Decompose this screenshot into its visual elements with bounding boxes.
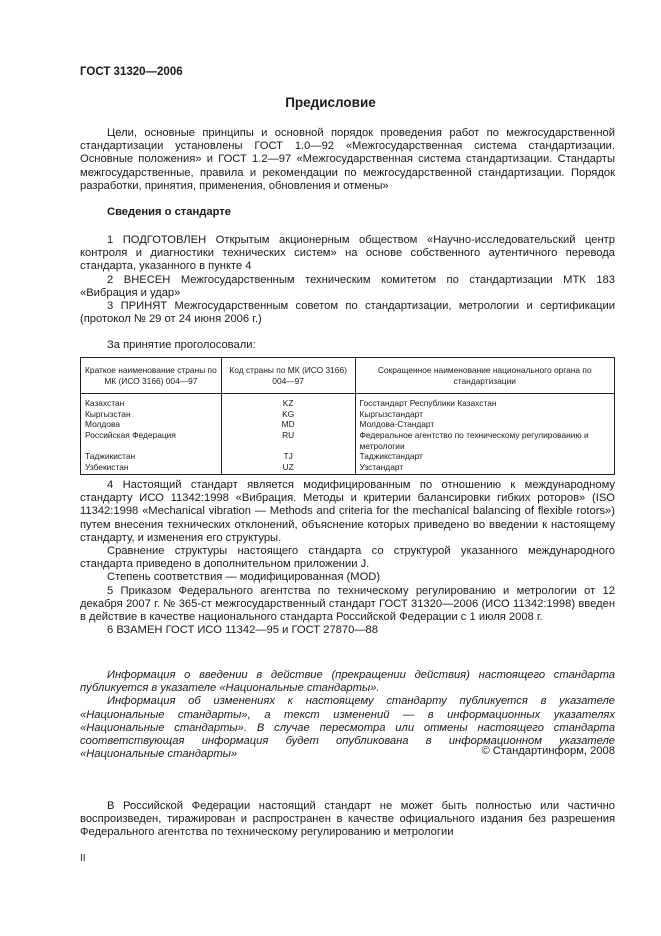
standard-info-list — [80, 234, 615, 326]
country-cell: Казахстан — [81, 394, 222, 409]
code-cell: MD — [221, 419, 355, 430]
country-cell: Кыргызстан — [81, 409, 222, 420]
detail-structure-comparison: Сравнение структуры настоящего стандарта со структурой указанного международного стандарта приведено в дополнительном приложении J. — [80, 545, 615, 571]
country-cell: Таджикистан — [81, 451, 222, 462]
country-cell: Молдова — [81, 419, 222, 430]
body-cell: Федеральное агентство по техническому регулированию и метрологии — [355, 430, 615, 451]
info-item-1: 1 ПОДГОТОВЛЕН Открытым акционерным обществом «Научно-исследовательский центр контроля и диагностики технических систем» на основе собственного аутентичного перевода стандарта, указанного в пункте 4 — [80, 234, 615, 273]
table-row — [81, 430, 615, 451]
body-cell: Кыргызстандарт — [355, 409, 615, 420]
table-row — [81, 394, 615, 409]
detail-item-5: 5 Приказом Федерального агентства по техническому регулированию и метрологии от 12 декабря 2007 г. № 365-ст межгосударственный стандарт ГОСТ 31320—2006 (ИСО 11342:1998) введен в действие в качестве национального стандарта Российской Федерации с 1 июля 2008 г. — [80, 584, 615, 624]
detail-conformity-degree: Степень соответствия — модифицированная (MOD) — [107, 571, 381, 584]
column-header-body: Сокращенное наименование национального органа по стандартизации — [355, 358, 615, 394]
table-row — [81, 409, 615, 420]
agreed-label: За принятие проголосовали: — [107, 339, 256, 351]
voting-table — [80, 357, 615, 475]
country-cell: Российская Федерация — [81, 430, 222, 451]
column-header-code: Код страны по МК (ИСО 3166) 004—97 — [221, 358, 355, 394]
code-cell: KG — [221, 409, 355, 420]
body-cell: Таджикстандарт — [355, 451, 615, 462]
standard-details-list — [80, 479, 615, 637]
copyright-notice: © Стандартинформ, 2008 — [481, 745, 615, 757]
reproduction-notice-block — [80, 800, 615, 840]
body-cell: Молдова-Стандарт — [355, 419, 615, 430]
column-header-country: Краткое наименование страны по МК (ИСО 3166) 004—97 — [81, 358, 222, 394]
detail-item-4: 4 Настоящий стандарт является модифицированным по отношению к международному стандарту ИСО 11342:1998 «Вибрация. Методы и критерии балансировки гибких роторов» (ISO 11342:1998 «Mechanical vibration — Methods and criteria for the mechanical balancing of flexible rotors») путем внесения технических отклонений, объяснение которых приведено во введении к настоящему стандарту, и изменения его структуры. — [80, 479, 615, 544]
code-cell: KZ — [221, 394, 355, 409]
publication-info-2: Информация об изменениях к настоящему стандарту публикуется в указателе «Национальные стандарты», а текст изменений — в информационных указателях «Национальные стандарты». В случае пересмотра или отмены настоящего стандарта соответствующая информация будет опубликована в информационном указателе «Национальные стандарты» — [80, 695, 615, 761]
table-row — [81, 419, 615, 430]
detail-item-6: 6 ВЗАМЕН ГОСТ ИСО 11342—95 и ГОСТ 27870—88 — [107, 624, 378, 637]
code-cell: RU — [221, 430, 355, 451]
standard-designation: ГОСТ 31320—2006 — [80, 66, 183, 78]
info-item-3: 3 ПРИНЯТ Межгосударственным советом по стандартизации, метрологии и сертификации (протокол № 29 от 24 июня 2006 г.) — [80, 300, 615, 326]
reproduction-notice: В Российской Федерации настоящий стандарт не может быть полностью или частично воспроизведен, тиражирован и распространен в качестве официального издания без разрешения Федерального агентства по техническому регулированию и метрологии — [80, 800, 615, 839]
code-cell: UZ — [221, 462, 355, 475]
intro-block — [80, 127, 615, 193]
info-item-2: 2 ВНЕСЕН Межгосударственным техническим комитетом по стандартизации МТК 183 «Вибрация и удар» — [80, 273, 615, 299]
intro-paragraph: Цели, основные принципы и основной порядок проведения работ по межгосударственной стандартизации установлены ГОСТ 1.0—92 «Межгосударственная система стандартизации. Основные положения» и ГОСТ 1.2—97 «Межгосударственная система стандартизации. Стандарты межгосударственные, правила и рекомендации по межгосударственной стандартизации. Порядок разработки, принятия, применения, обновления и отмены» — [80, 127, 615, 192]
body-cell: Госстандарт Республики Казахстан — [355, 394, 615, 409]
page-title: Предисловие — [285, 95, 376, 110]
body-cell: Узстандарт — [355, 462, 615, 475]
publication-info-1: Информация о введении в действие (прекращении действия) настоящего стандарта публикуется в указателе «Национальные стандарты». — [80, 669, 615, 695]
country-cell: Узбекистан — [81, 462, 222, 475]
table-row — [81, 462, 615, 475]
table-header-row — [81, 358, 615, 394]
page-number: II — [80, 853, 86, 864]
code-cell: TJ — [221, 451, 355, 462]
table-row — [81, 451, 615, 462]
section-subheading: Сведения о стандарте — [107, 206, 231, 218]
